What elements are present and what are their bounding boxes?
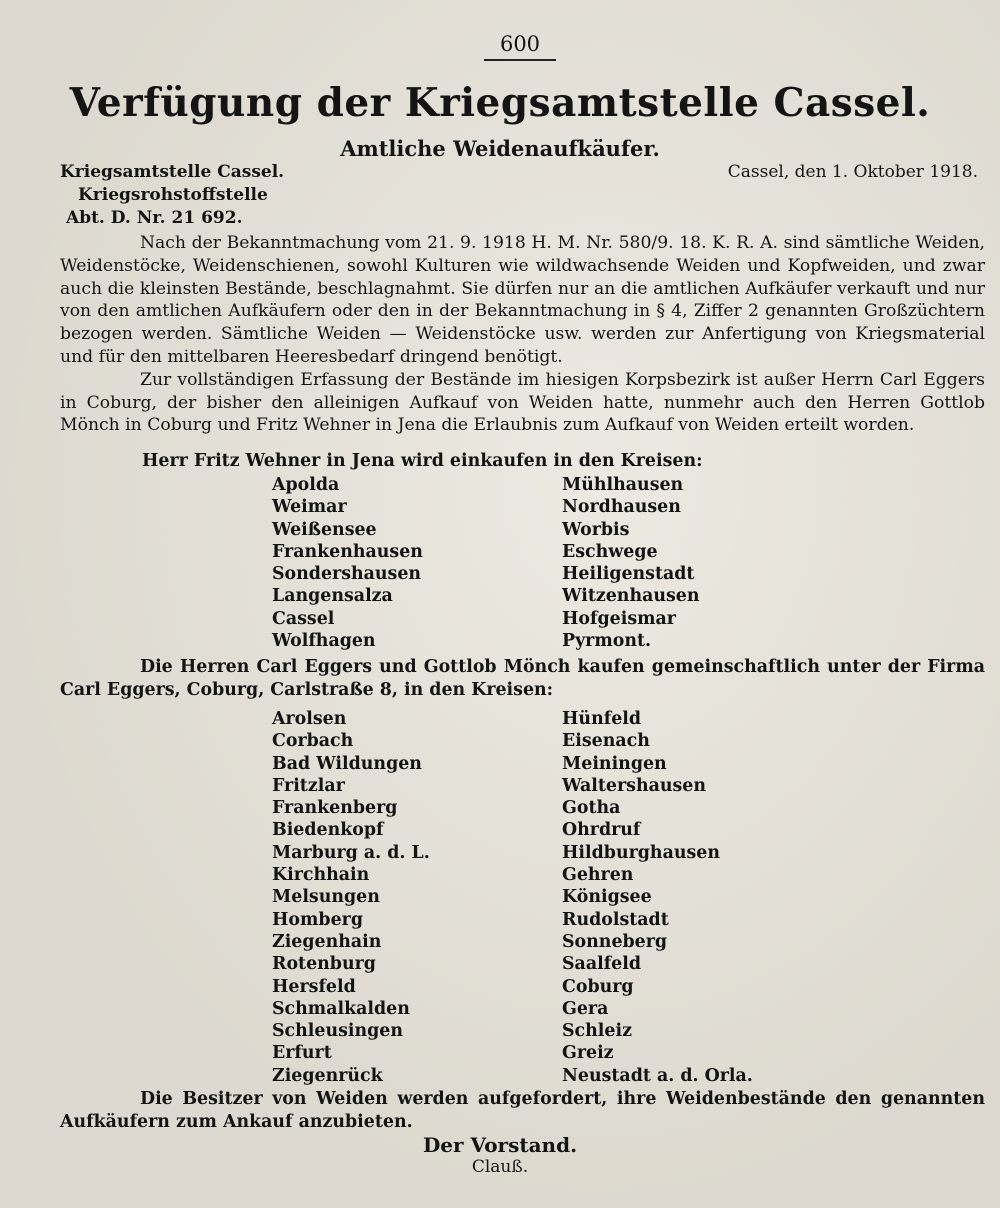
kreis-item: Rudolstadt xyxy=(562,909,669,930)
kreis-item: Heiligenstadt xyxy=(562,564,695,585)
kreis-item: Worbis xyxy=(562,519,630,540)
kreis-item: Marburg a. d. L. xyxy=(272,842,430,863)
wehner-intro: Herr Fritz Wehner in Jena wird einkaufen in den Kreisen: xyxy=(142,451,703,471)
kreis-item: Apolda xyxy=(272,475,340,495)
kreis-item: Frankenberg xyxy=(272,798,398,819)
kreis-item: Pyrmont. xyxy=(562,631,652,652)
kreis-item: Mühlhausen xyxy=(562,475,684,495)
body-text xyxy=(60,232,985,437)
kreis-item: Hofgeismar xyxy=(562,608,676,629)
kreis-item: Frankenhausen xyxy=(272,541,423,562)
kreis-item: Saalfeld xyxy=(562,954,642,975)
eggers-kreise-right xyxy=(562,708,753,1087)
kreis-item: Hildburghausen xyxy=(562,842,720,863)
place-date: Cassel, den 1. Oktober 1918. xyxy=(727,162,978,182)
kreis-item: Gehren xyxy=(562,865,634,886)
kreis-item: Kirchhain xyxy=(272,865,370,886)
kreis-item: Greiz xyxy=(562,1043,614,1064)
kreis-item: Nordhausen xyxy=(562,497,681,518)
eggers-intro-text: Die Herren Carl Eggers und Gottlob Mönch kaufen gemeinschaftlich unter der Firma Carl Eggers, Coburg, Carlstraße 8, in den Kreisen: xyxy=(60,657,985,700)
kreis-item: Coburg xyxy=(562,976,634,997)
kreis-item: Sondershausen xyxy=(272,564,422,585)
closing-paragraph: Die Besitzer von Weiden werden aufgefordert, ihre Weidenbestände den genannten Aufkäufern zum Ankauf anzubieten. xyxy=(60,1089,985,1132)
kreis-item: Meiningen xyxy=(562,753,667,774)
kreis-item: Sonneberg xyxy=(562,931,668,952)
kreis-item: Gotha xyxy=(562,798,621,819)
page-number: 600 xyxy=(484,32,556,61)
kreis-item: Ohrdruf xyxy=(562,820,641,841)
document-title: Verfügung der Kriegsamtstelle Cassel. xyxy=(69,80,931,126)
kreis-item: Rotenburg xyxy=(272,954,376,975)
kreis-item: Hünfeld xyxy=(562,709,642,729)
kreis-item: Schleiz xyxy=(562,1021,632,1042)
eggers-kreise-left xyxy=(272,708,430,1087)
kreis-item: Cassel xyxy=(272,608,335,629)
kreis-item: Königsee xyxy=(562,887,652,908)
kreis-item: Schmalkalden xyxy=(272,998,410,1019)
kreis-item: Erfurt xyxy=(272,1043,332,1064)
kreis-item: Ziegenrück xyxy=(272,1065,383,1086)
kreis-item: Corbach xyxy=(272,731,354,752)
kreis-item: Eisenach xyxy=(562,731,650,752)
kreis-item: Wolfhagen xyxy=(272,631,376,652)
paragraph-1: Nach der Bekanntmachung vom 21. 9. 1918 H. M. Nr. 580/9. 18. K. R. A. sind sämtliche Weiden, Weidenstöcke, Weidenschienen, sowohl Kulturen wie wildwachsende Weiden und Kopfweiden, und zwar auch die kleinsten Bestände, beschlagnahmt. Sie dürfen nur an die amtlichen Aufkäufer verkauft und nur von den amtlichen Aufkäufern oder den in der Bekanntmachung in § 4, Ziffer 2 genannten Großzüchtern bezogen werden. Sämtliche Weiden — Weidenstöcke usw. werden zur Anfertigung von Kriegsmaterial und für den mittelbaren Heeresbedarf dringend benötigt. xyxy=(60,233,985,367)
eggers-intro xyxy=(60,656,985,702)
kreis-item: Waltershausen xyxy=(562,775,706,796)
kreis-item: Weimar xyxy=(272,497,347,518)
reference-number: Abt. D. Nr. 21 692. xyxy=(66,208,243,228)
kreis-item: Schleusingen xyxy=(272,1021,404,1042)
kreis-item: Ziegenhain xyxy=(272,931,382,952)
document-subtitle: Amtliche Weidenaufkäufer. xyxy=(340,136,660,161)
signature-title: Der Vorstand. xyxy=(422,1133,578,1157)
kreis-item: Eschwege xyxy=(562,541,658,562)
kreis-item: Witzenhausen xyxy=(562,586,700,607)
wehner-kreise-left xyxy=(272,474,423,652)
kreis-item: Langensalza xyxy=(272,586,393,607)
kreis-item: Gera xyxy=(562,998,609,1019)
closing-text xyxy=(60,1088,985,1134)
kreis-item: Fritzlar xyxy=(272,775,345,796)
kreis-item: Bad Wildungen xyxy=(272,753,422,774)
kreis-item: Arolsen xyxy=(272,709,347,729)
kreis-item: Weißensee xyxy=(272,519,377,540)
kreis-item: Biedenkopf xyxy=(272,820,384,841)
paragraph-2: Zur vollständigen Erfassung der Bestände im hiesigen Korpsbezirk ist außer Herrn Carl Eggers in Coburg, der bisher den alleinigen Aufkauf von Weiden hatte, nunmehr auch den Herren Gottlob Mönch in Coburg und Fritz Wehner in Jena die Erlaubnis zum Aufkauf von Weiden erteilt worden. xyxy=(60,369,985,436)
kreis-item: Homberg xyxy=(272,909,363,930)
signer-name: Clauß. xyxy=(471,1157,529,1177)
kreis-item: Melsungen xyxy=(272,887,380,908)
sender-line-1: Kriegsamtstelle Cassel. xyxy=(60,162,285,182)
sender-line-2: Kriegsrohstoffstelle xyxy=(78,185,268,205)
kreis-item: Hersfeld xyxy=(272,976,356,997)
wehner-kreise-right xyxy=(562,474,700,652)
kreis-item: Neustadt a. d. Orla. xyxy=(562,1065,753,1086)
